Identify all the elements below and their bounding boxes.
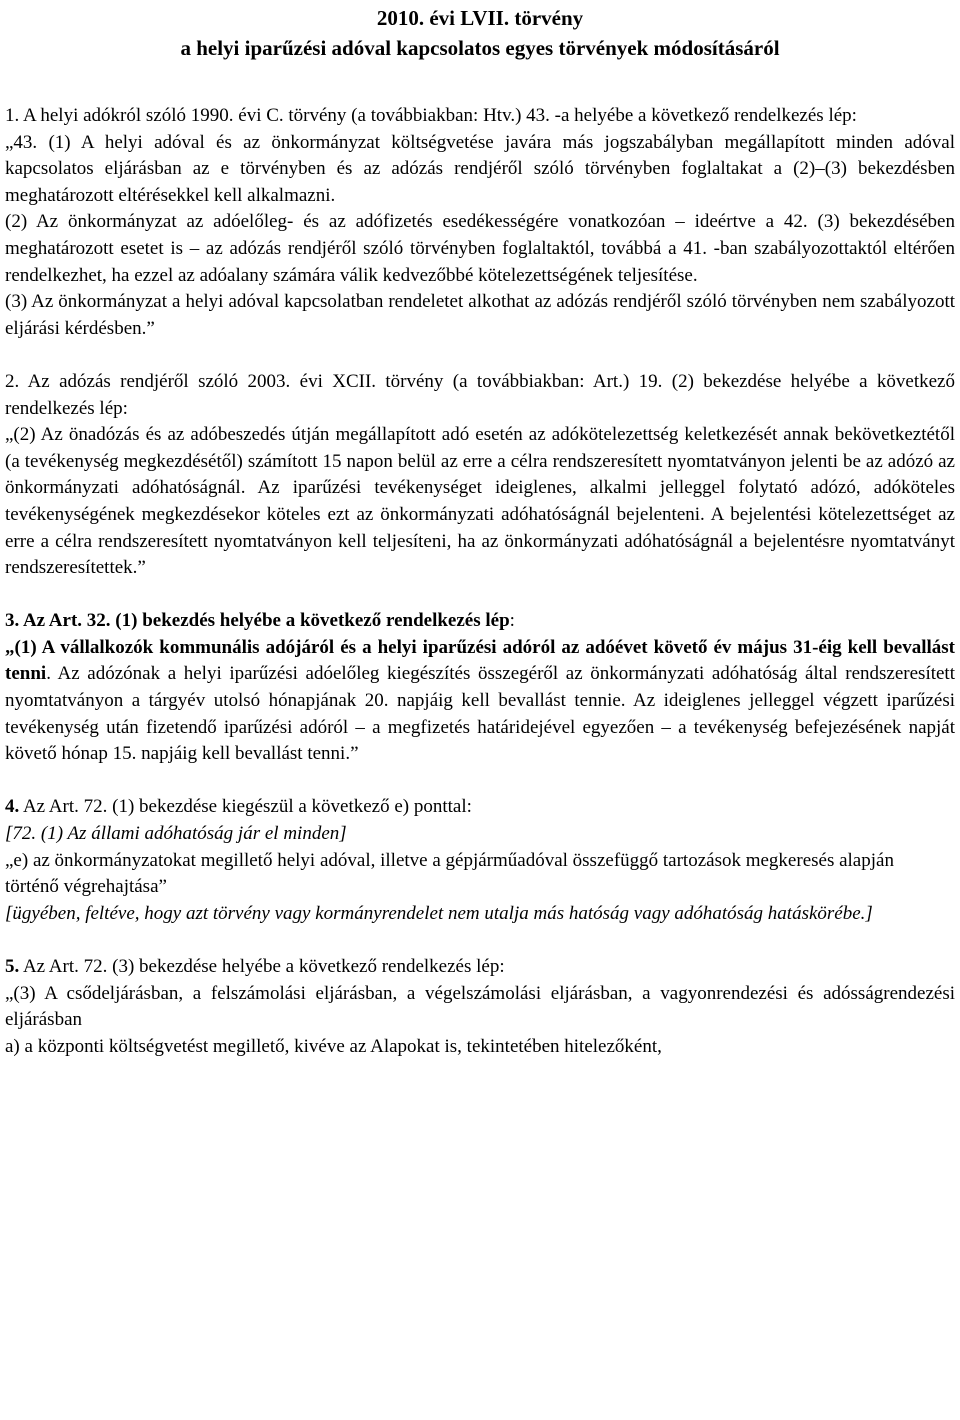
section-1-intro: 1. A helyi adókról szóló 1990. évi C. törvény (a továbbiakban: Htv.) 43. -a helyébe a következő rendelkezés lép:	[5, 105, 857, 126]
spacer	[5, 63, 955, 103]
section-2-paragraph-1: „(2) Az önadózás és az adóbeszedés útján megállapított adó esetén az adókötelezettség keletkezését annak bekövetkeztétől (a tevékenység megkezdésétől) számított 15 napon belül az erre a célra rendszeresített nyomtatványon jelenti be az adózó az önkormányzati adóhatóságnál. Az iparűzési tevékenységet ideiglenes, alkalmi jelleggel folytató adózó, adóköteles tevékenységének megkezdésekor köteles ezt az önkormányzati adóhatóságnál bejelenteni. A bejelentési kötelezettséget az erre a célra rendszeresített nyomtatványon kell teljesíteni, ha az önkormányzati adóhatóságnál a bejelentésre nyomtatványt rendszeresítettek.”	[5, 424, 955, 579]
section-4-point-e: „e) az önkormányzatokat megillető helyi adóval, illetve a gépjárműadóval összefüggő tartozások megkeresés alapján	[5, 849, 894, 871]
section-4-bracket-close: [ügyében, feltéve, hogy azt törvény vagy kormányrendelet nem utalja más hatóság vagy adóhatóság hatáskörébe.]	[5, 902, 873, 924]
document-page	[5, 0, 955, 1060]
section-3-intro	[5, 608, 955, 635]
section-4-intro-text: Az Art. 72. (1) bekezdése kiegészül a következő e) ponttal:	[19, 796, 472, 818]
section-1-paragraph-3: (3) Az önkormányzat a helyi adóval kapcsolatban rendeletet alkothat az adózás rendjéről szóló törvényben nem szabályozott eljárási kérdésben.”	[5, 291, 955, 339]
section-5-intro	[5, 954, 955, 981]
section-5-intro-text: Az Art. 72. (3) bekezdése helyébe a következő rendelkezés lép:	[19, 956, 505, 977]
document-subtitle: a helyi iparűzési adóval kapcsolatos egyes törvények módosításáról	[180, 36, 780, 60]
section-4-number: 4.	[5, 796, 20, 818]
section-4-point-e-continuation: történő végrehajtása”	[5, 876, 167, 898]
section-3-intro-bold: 3. Az Art. 32. (1) bekezdés helyébe a következő rendelkezés lép	[5, 610, 510, 632]
section-5-point-a: a) a központi költségvetést megillető, kivéve az Alapokat is, tekintetében hitelezőként,	[5, 1035, 662, 1057]
spacer	[5, 342, 955, 369]
section-4-intro	[5, 794, 955, 821]
section-4-bracket-open: [72. (1) Az állami adóhatóság jár el minden]	[5, 823, 347, 845]
spacer	[5, 768, 955, 795]
document-title: 2010. évi LVII. törvény	[376, 6, 584, 30]
spacer	[5, 582, 955, 609]
section-3-paragraph-1-bold: „(1) A vállalkozók kommunális adójáról és a helyi iparűzési adóról az adóévet követő év május 31-éig kell bevallást tenni	[5, 636, 955, 685]
section-2-intro: 2. Az adózás rendjéről szóló 2003. évi XCII. törvény (a továbbiakban: Art.) 19. (2) bekezdése helyébe a következő rendelkezés lép:	[5, 370, 955, 419]
section-5-number: 5.	[5, 956, 20, 977]
section-5-paragraph-1: „(3) A csődeljárásban, a felszámolási eljárásban, a végelszámolási eljárásban, a vagyonrendezési és adósságrendezési eljárásban	[5, 982, 955, 1031]
section-3-paragraph-1	[5, 635, 955, 768]
section-3-intro-colon: :	[509, 610, 515, 632]
section-1-paragraph-2: (2) Az önkormányzat az adóelőleg- és az adófizetés esedékességére vonatkozóan – ideértve a 42. (3) bekezdésében meghatározott esetet is – az adózás rendjéről szóló törvényben foglaltaktól, továbbá a 41. -ban szabályozottaktól eltérően rendelkezhet, ha ezzel az adóalany számára válik kedvezőbbé kötelezettségének teljesítése.	[5, 211, 955, 286]
spacer	[5, 927, 955, 954]
section-1-paragraph-1: „43. (1) A helyi adóval és az önkormányzat költségvetése javára más jogszabályban megállapított minden adóval kapcsolatos eljárásban az e törvényben és az adózás rendjéről szóló törvényben foglaltakat a (2)–(3) bekezdésben meghatározott eltérésekkel kell alkalmazni.	[5, 131, 955, 206]
section-3-paragraph-1-rest: . Az adózónak a helyi iparűzési adóelőleg kiegészítés összegéről az önkormányzati adóhatóság által rendszeresített nyomtatványon a tárgyév utolsó hónapjának 20. napjáig kell bevallást tennie. Az ideiglenes jelleggel végzett iparűzési tevékenység után fizetendő iparűzési adóról – a megfizetés határidejével egyezően – a tevékenység befejezésének napját követő hónap 15. napjáig kell bevallást tenni.”	[5, 663, 955, 765]
